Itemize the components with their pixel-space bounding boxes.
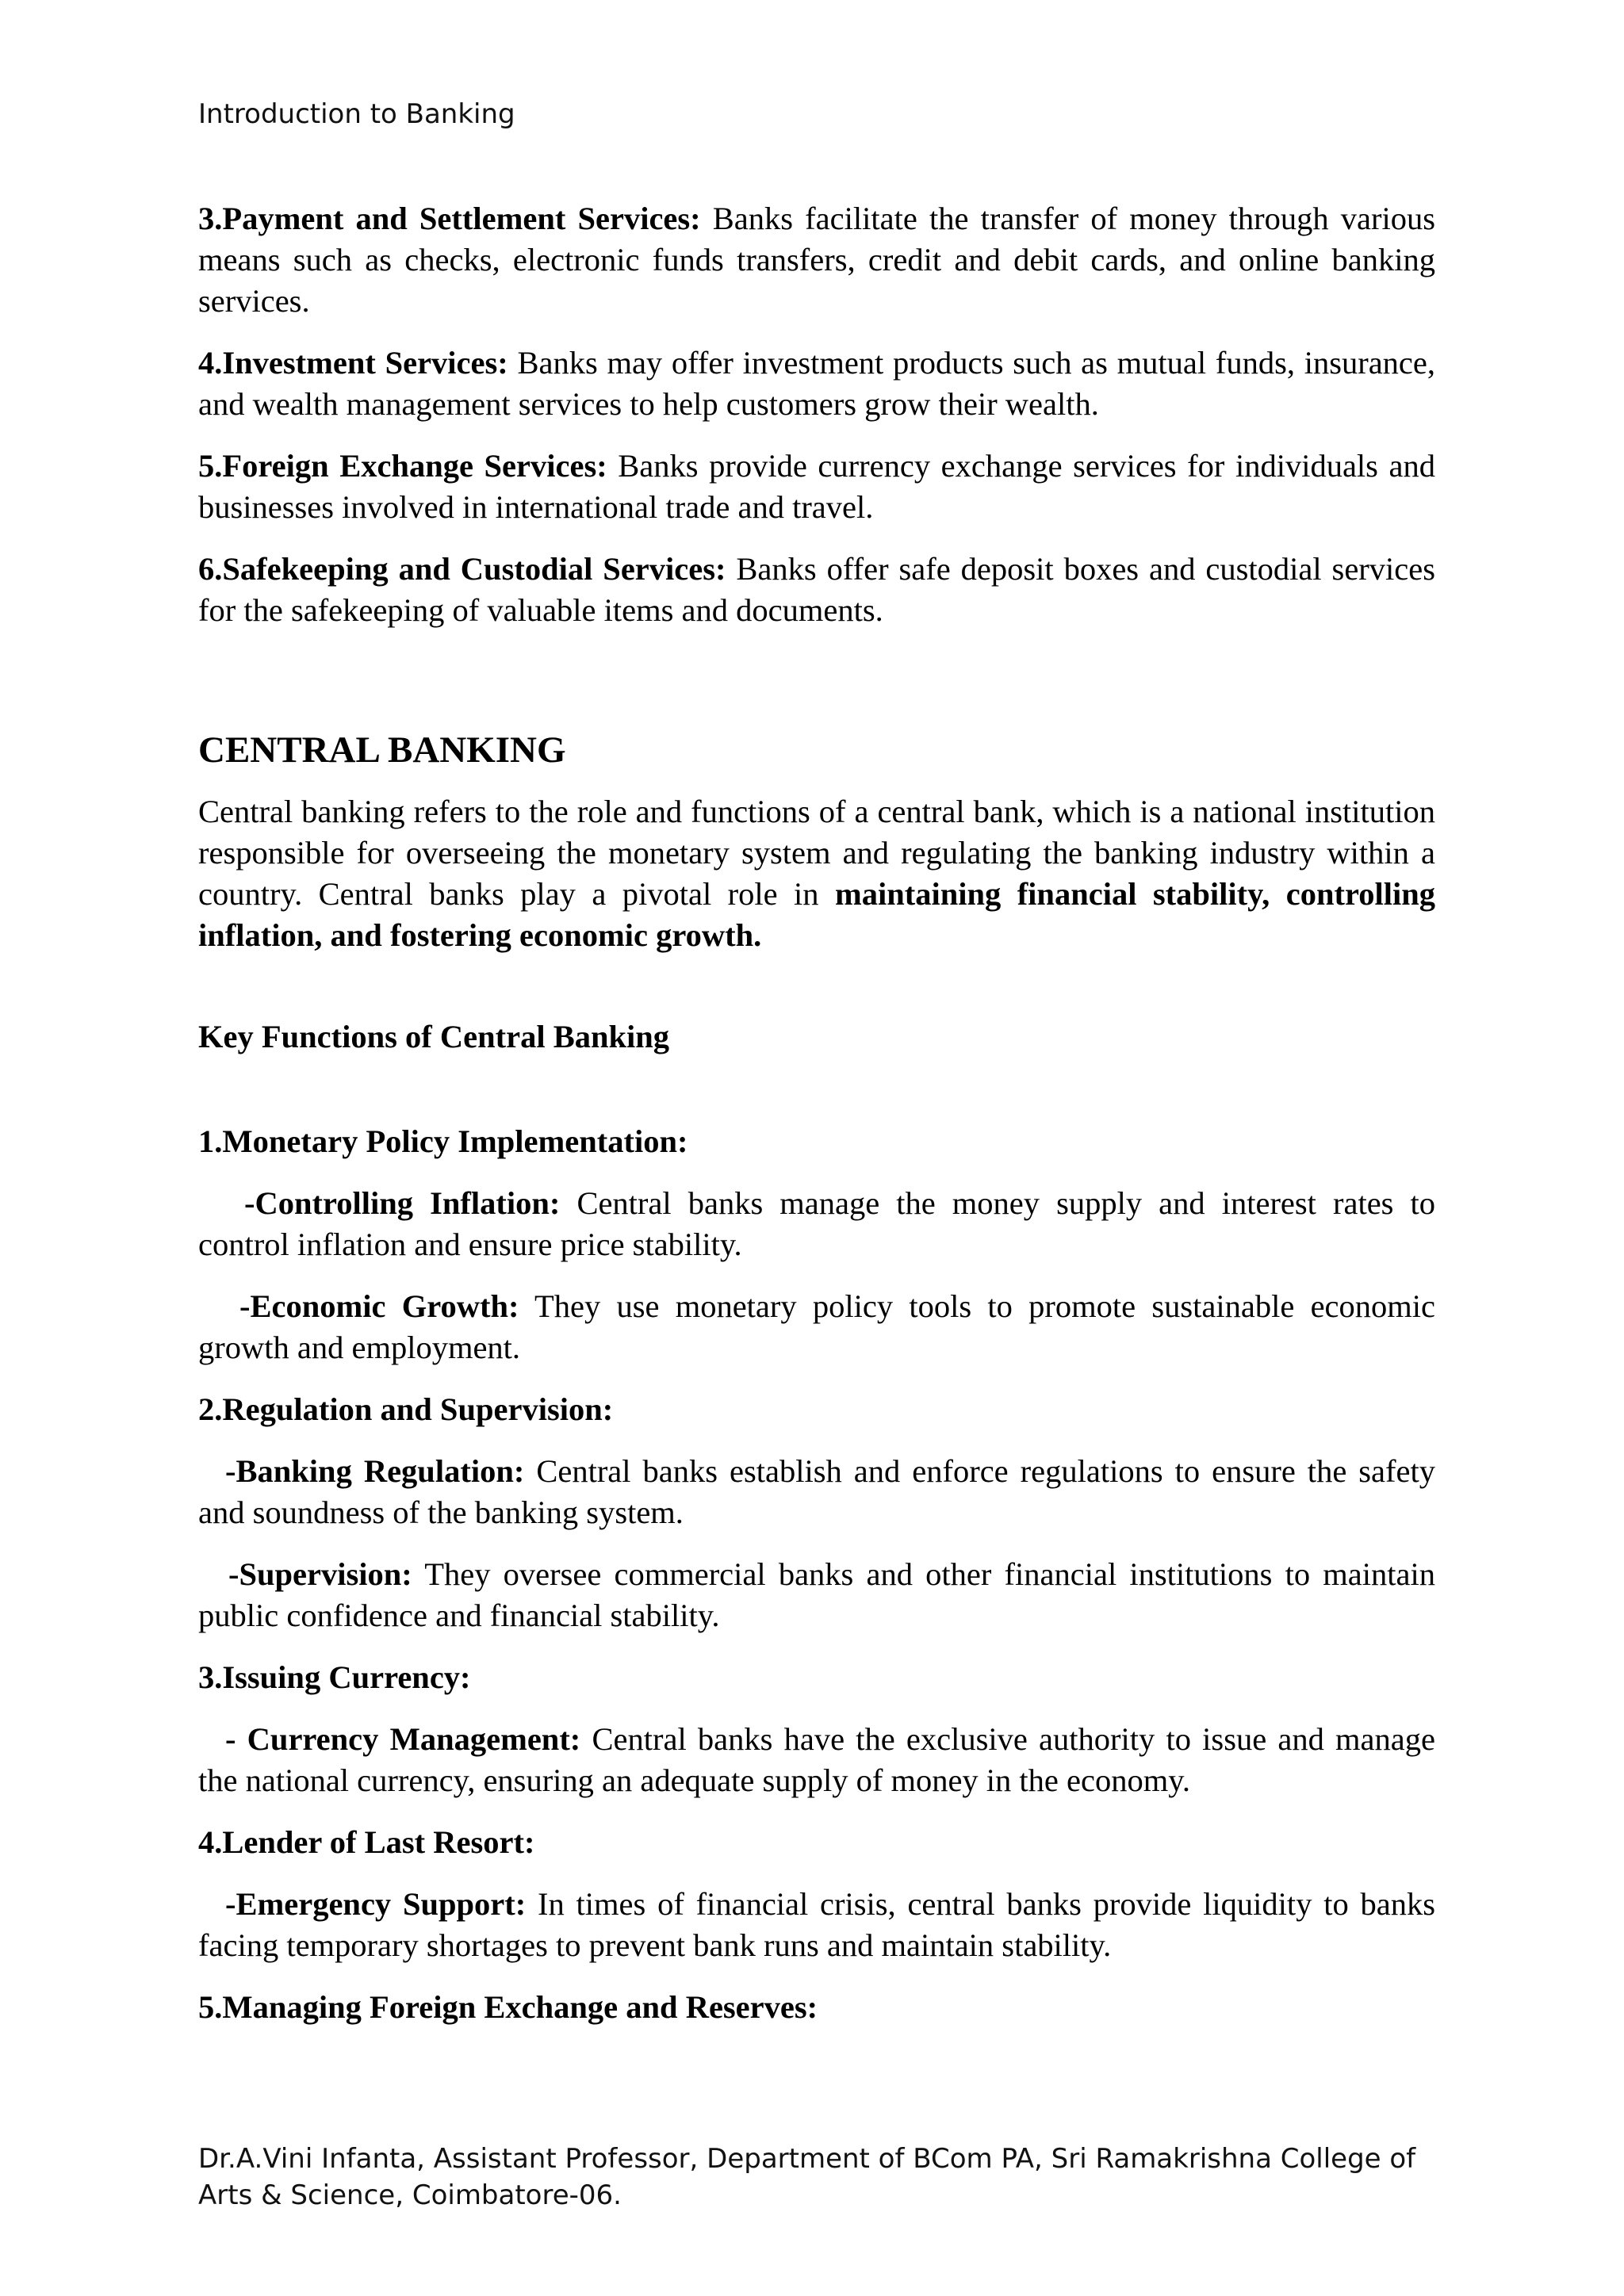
item-title [198, 1721, 580, 1757]
central-banking-intro [198, 791, 1435, 956]
item-title-text: -Economic Growth: [239, 1288, 519, 1324]
function-title-foreign-exchange-reserves: 5.Managing Foreign Exchange and Reserves: [198, 1989, 818, 2025]
function-title-regulation: 2.Regulation and Supervision: [198, 1391, 614, 1427]
function-title-lender-of-last-resort: 4.Lender of Last Resort: [198, 1824, 535, 1860]
item-title [198, 1886, 526, 1922]
item-title [198, 1185, 560, 1221]
item-title [198, 1453, 524, 1489]
item-text: Central banks have the exclusive authority to issue and manage the national currency, ensuring an adequate supply of money in the economy. [198, 1721, 1435, 1798]
intro-text: Central banking refers to the role and functions of a central bank, which is a national institution responsible for overseeing the monetary system and regulating the banking industry within a country. Central banks play a pivotal role in [198, 794, 1435, 912]
service-text: Banks provide currency exchange services for individuals and businesses involved in international trade and travel. [198, 448, 1435, 525]
service-paragraph-payment [198, 198, 1435, 322]
function-item-economic-growth [198, 1286, 1435, 1368]
function-item-supervision [198, 1554, 1435, 1636]
key-functions-title: Key Functions of Central Banking [198, 1019, 670, 1054]
spacer [198, 1078, 1435, 1121]
page-body [198, 198, 1435, 2049]
intro-bold-text: maintaining financial stability, controlling inflation, and fostering economic growth. [198, 876, 1435, 953]
item-text: Central banks establish and enforce regulations to ensure the safety and soundness of the banking system. [198, 1453, 1435, 1530]
function-item-currency-management [198, 1719, 1435, 1801]
service-title: 5.Foreign Exchange Services: [198, 448, 607, 484]
item-text: They use monetary policy tools to promote sustainable economic growth and employment. [198, 1288, 1435, 1365]
page-footer: Dr.A.Vini Infanta, Assistant Professor, Department of BCom PA, Sri Ramakrishna College of Arts & Science, Coimbatore-06. [198, 2143, 1416, 2211]
service-text: Banks offer safe deposit boxes and custodial services for the safekeeping of valuable items and documents. [198, 551, 1435, 628]
service-title: 4.Investment Services: [198, 345, 508, 381]
item-title [198, 1556, 412, 1592]
function-title-issuing-currency: 3.Issuing Currency: [198, 1659, 471, 1695]
function-item-emergency-support [198, 1884, 1435, 1966]
service-text: Banks may offer investment products such as mutual funds, insurance, and wealth management services to help customers grow their wealth. [198, 345, 1435, 422]
page-header: Introduction to Banking [198, 98, 515, 130]
item-title-text: - Currency Management: [225, 1721, 581, 1757]
item-text: They oversee commercial banks and other financial institutions to maintain public confidence and financial stability. [198, 1556, 1435, 1633]
item-title-text: -Banking Regulation: [225, 1453, 525, 1489]
item-title-text: -Controlling Inflation: [244, 1185, 561, 1221]
service-paragraph-safekeeping [198, 549, 1435, 631]
service-text: Banks facilitate the transfer of money through various means such as checks, electronic funds transfers, credit and debit cards, and online banking services. [198, 201, 1435, 319]
spacer [198, 652, 1435, 726]
service-paragraph-foreign-exchange [198, 446, 1435, 528]
item-text: Central banks manage the money supply and interest rates to control inflation and ensure price stability. [198, 1185, 1436, 1262]
function-item-controlling-inflation [198, 1183, 1435, 1265]
spacer [198, 977, 1435, 1016]
item-title [198, 1288, 519, 1324]
item-title-text: -Emergency Support: [225, 1886, 527, 1922]
service-title: 3.Payment and Settlement Services: [198, 201, 701, 236]
function-title-monetary-policy: 1.Monetary Policy Implementation: [198, 1123, 688, 1159]
section-heading: CENTRAL BANKING [198, 729, 566, 771]
service-title: 6.Safekeeping and Custodial Services: [198, 551, 726, 587]
item-text: In times of financial crisis, central banks provide liquidity to banks facing temporary shortages to prevent bank runs and maintain stability. [198, 1886, 1435, 1963]
service-paragraph-investment [198, 342, 1435, 425]
function-item-banking-regulation [198, 1451, 1435, 1533]
item-title-text: -Supervision: [228, 1556, 412, 1592]
